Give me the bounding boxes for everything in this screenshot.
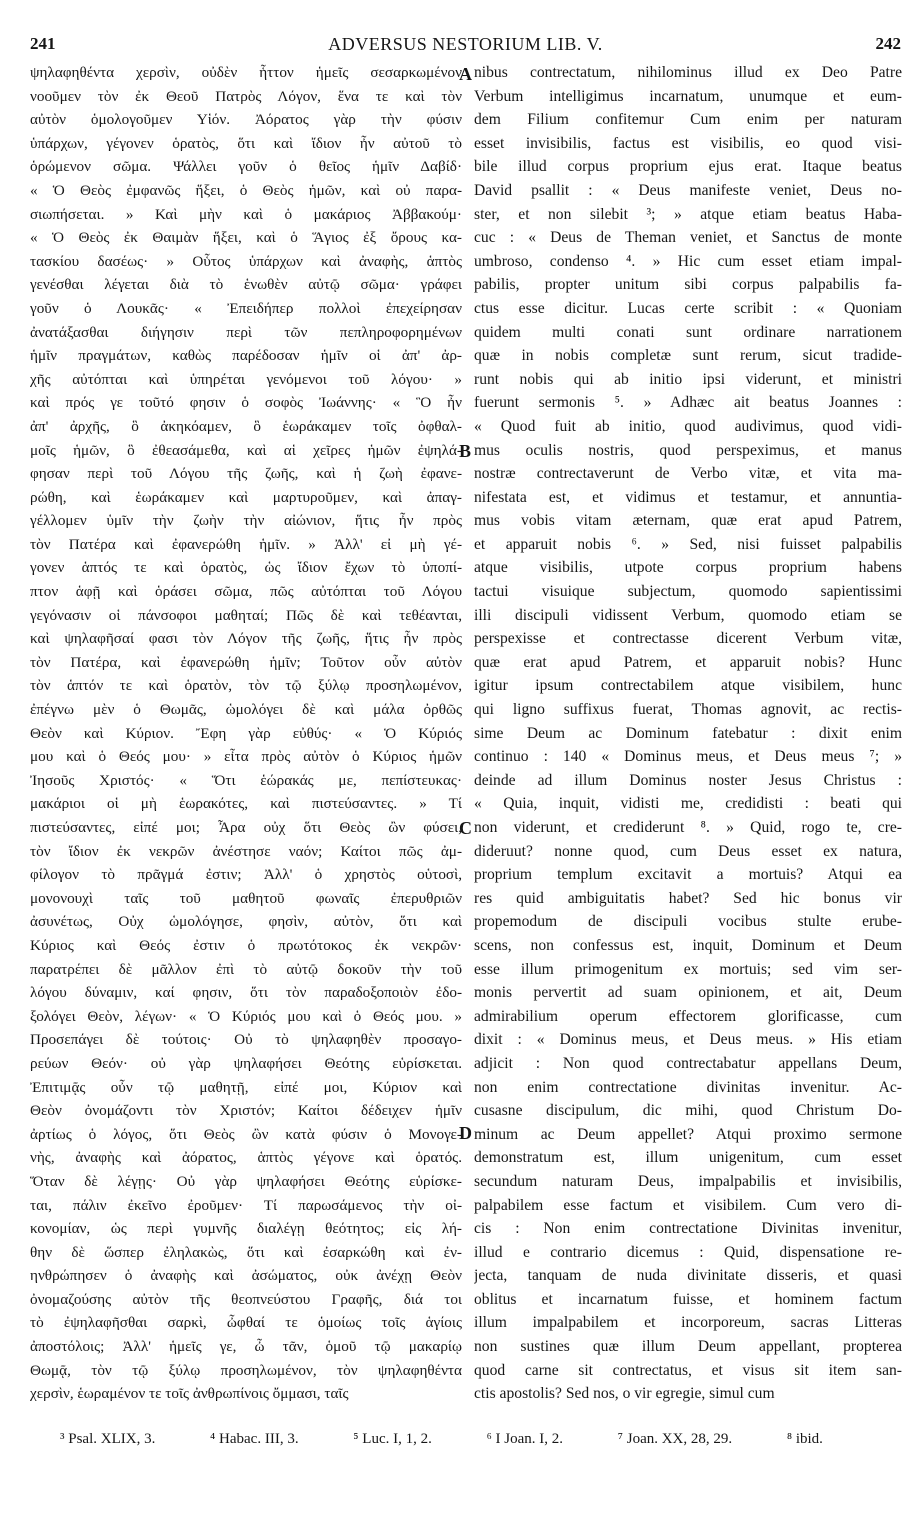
text-line: γοῦν ὁ Λουκᾶς· « Ἐπειδήπερ πολλοὶ ἐπεχείρησαν <box>30 299 462 317</box>
text-line: esset invisibilis, factus est visibilis, eo quod visi- <box>474 134 902 152</box>
text-line: non viderunt, et crediderunt ⁸. » Quid, rogo te, cre- <box>474 819 902 836</box>
text-line: τὸ ἐψηλαφῆσθαι σαρκὶ, ὦφθαί τε ὁμοίως τοῖς ἁγίοις <box>30 1314 462 1332</box>
footnote: ⁷ Joan. XX, 28, 29. <box>617 1431 733 1447</box>
text-line: τὸν ἴδιον ἐκ νεκρῶν ἀνέστησε ναόν; Καίτοι πῶς ἀμ- <box>30 842 462 860</box>
footnotes <box>60 1431 823 1448</box>
text-line: jecta, tanquam de nuda divinitate disseris, et quasi <box>474 1267 902 1285</box>
text-line: πιστεύσαντες, εἰπέ μοι; Ἆρα οὐχ ὅτι Θεὸς ὢν φύσει, <box>30 819 462 836</box>
page-number-left: 241 <box>30 34 56 53</box>
text-line: demonstratum est, illum unigenitum, cum esset <box>474 1149 902 1167</box>
text-line: nibus contrectatum, nihilominus illud ex Deo Patre <box>474 64 902 81</box>
text-line: κονομίαν, ὡς περὶ γυμνῆς διαλέγῃ θεότητος; εἰς λή- <box>30 1220 462 1238</box>
text-line: ἐπέγνω μὲν ὁ Θωμᾶς, ὡμολόγει δὲ καὶ μάλα ὀρθῶς <box>30 701 462 719</box>
text-line: cis : Non enim contrectatione Divinitas invenitur, <box>474 1220 902 1238</box>
text-line: γέλλομεν ὑμῖν τὴν ζωὴν τὴν αἰώνιον, ἥτις ἦν πρὸς <box>30 512 462 530</box>
text-line: ctis apostolis? Sed nos, o vir egregie, simul cum <box>474 1385 775 1403</box>
text-line: tactui visuique subjectum, quomodo sapientissimi <box>474 583 902 601</box>
text-line: quæ in nobis completæ sunt rerum, sicut tradide- <box>474 347 902 365</box>
text-line: qui ligno suffixus fuerat, Thomas agnovit, ac rectis- <box>474 701 902 719</box>
latin-text-column <box>474 61 902 1416</box>
footnote: ⁶ I Joan. I, 2. <box>486 1431 564 1447</box>
text-line: τὸν Πατέρα, καὶ ἐφανερώθη ἡμῖν; Τοῦτον οὖν αὐτὸν <box>30 653 462 671</box>
text-line: φησαν περὶ τοῦ Λόγου τῆς ζωῆς, καὶ ἡ ζωὴ ἐφανε- <box>30 465 462 483</box>
text-line: fuerunt sermonis ⁵. » Adhæc ait beatus Joannes : <box>474 394 902 412</box>
text-line: umbroso, condenso ⁴. » Hic cum esset etiam impal- <box>474 252 902 270</box>
text-line: ται, πάλιν ἐκεῖνο ἐροῦμεν· Τί παρωσάμενος τὴν οἰ- <box>30 1196 462 1214</box>
page-header <box>30 34 901 60</box>
text-line: λόγου δύναμιν, καί φησιν, ὅτι τὸν παραδοξοποιὸν ἐδο- <box>30 984 462 1002</box>
text-line: pabilis, propter unitum sibi corpus palpabilis fa- <box>474 276 902 294</box>
text-line: ὑπάρχων, γέγονεν ὁρατὸς, ὅτι καὶ ἴδιον ἦν αὐτοῦ τὸ <box>30 134 462 152</box>
text-line: adjicit : Non quod contrectabatur appellans Deum, <box>474 1054 902 1072</box>
text-line: David psallit : « Deus manifeste veniet, Deus no- <box>474 181 902 199</box>
text-line: τὸν ἁπτόν τε καὶ ὁρατὸν, τὸν τῷ ξύλῳ προσηλωμένον, <box>30 677 462 695</box>
text-line: palpabilem esse factum et visibilem. Cum vero di- <box>474 1196 902 1214</box>
text-line: Θεὸν καὶ Κύριον. Ἔφη γὰρ εὐθύς· « Ὁ Κύριός <box>30 724 462 742</box>
text-line: proprium templum excitavit a mortuis? Atqui ea <box>474 866 902 884</box>
text-line: monis pervertit ad suam opinionem, et ait, Deum <box>474 984 902 1002</box>
text-line: ster, et non silebit ³; » atque etiam beatus Haba- <box>474 205 902 223</box>
text-line: ἀπ' ἀρχῆς, ὃ ἀκηκόαμεν, ὃ ἑωράκαμεν τοῖς ὀφθαλ- <box>30 417 462 435</box>
text-line: καὶ πρός γε τοῦτό φησιν ὁ σοφὸς Ἰωάννης· « Ὃ ἦν <box>30 394 462 412</box>
text-line: καὶ ψηλαφῆσαί φασι τὸν Λόγον τῆς ζωῆς, ἥτις ἦν πρὸς <box>30 630 462 648</box>
text-line: dideruut? nonne quod, cum Deus esset ex natura, <box>474 842 902 860</box>
section-marker-c: C <box>459 818 472 838</box>
text-line: « Ὁ Θεὸς ἐμφανῶς ἥξει, ὁ Θεὸς ἡμῶν, καὶ οὐ παρα- <box>30 181 462 199</box>
text-line: et apparuit nobis ⁶. » Sed, nisi fuisset palpabilis <box>474 535 902 553</box>
text-line: quidem multi conati sunt ordinare narrationem <box>474 323 902 341</box>
text-line: atque visibilis, utpote corpus proprium habens <box>474 559 902 577</box>
section-marker-d: D <box>459 1123 472 1143</box>
text-line: sime Deum ac Dominum fatebatur : dixit enim <box>474 724 902 742</box>
text-line: igitur ipsum contrectabilem atque visibilem, hunc <box>474 677 902 695</box>
text-line: Verbum intelligimus incarnatum, unumque et eum- <box>474 87 902 105</box>
greek-text-column <box>30 61 462 1416</box>
text-line: μου καὶ ὁ Θεός μου· » εἶτα πρὸς αὐτὸν ὁ Κύριος ἡμῶν <box>30 748 462 766</box>
text-line: nostræ contrectaverunt de Verbo vitæ, et vita ma- <box>474 465 902 483</box>
text-line: non sustines quæ illum Deum appellant, propterea <box>474 1338 902 1356</box>
section-marker-b: B <box>459 441 472 461</box>
running-title: ADVERSUS NESTORIUM LIB. V. <box>328 34 603 54</box>
text-line: ἀποστόλοις; Ἀλλ' ἡμεῖς γε, ὦ τᾶν, ὁμοῦ τῷ μακαρίῳ <box>30 1338 462 1356</box>
text-line: illi discipuli vidissent Verbum, quomodo etiam se <box>474 606 902 624</box>
text-line: Ἐπιτιμᾷς οὖν τῷ μαθητῇ, εἰπέ μοι, Κύριον καὶ <box>30 1078 462 1096</box>
text-line: παρατρέπει δὲ μᾶλλον ἐπὶ τὸ αὐτῷ δοκοῦν τὴν τοῦ <box>30 960 462 978</box>
text-line: χῆς αὐτόπται καὶ ὑπηρέται γενόμενοι τοῦ λόγου· » <box>30 370 462 388</box>
text-line: scens, non confessus est, inquit, Dominum et Deum <box>474 936 902 954</box>
footnote: ⁴ Habac. III, 3. <box>210 1431 299 1447</box>
text-line: σιωπήσεται. » Καὶ μὴν καὶ ὁ μακάριος Ἀββακούμ· <box>30 205 462 223</box>
text-line: minum ac Deum appellet? Atqui proximo sermone <box>474 1125 902 1143</box>
text-line: propemodum de discipuli vocibus stulte erube- <box>474 913 902 931</box>
text-line: Ἰησοῦς Χριστός· « Ὅτι ἑώρακάς με, πεπίστευκας· <box>30 771 462 789</box>
footnote: ⁸ ibid. <box>786 1431 823 1447</box>
text-line: dixit : « Dominus meus, et Deus meus. » His etiam <box>474 1031 902 1049</box>
text-line: quod carne sit contrectatus, et visus sit item san- <box>474 1361 902 1379</box>
text-line: πτον ἁφῇ καὶ ὁράσει σῶμα, πῶς αὐτόπται τοῦ Λόγου <box>30 583 462 601</box>
text-line: bile illud corpus proprium ejus erat. Itaque beatus <box>474 158 902 176</box>
text-line: ἀρτίως ὁ λόγος, ὅτι Θεὸς ὢν κατὰ φύσιν ὁ Μονογε- <box>30 1125 462 1143</box>
text-line: ctus esse dicitur. Lucas certe scribit : « Quoniam <box>474 299 902 317</box>
text-line: νὴς, ἀναφὴς καὶ ἀόρατος, ἁπτὸς γέγονε καὶ ὁρατός. <box>30 1149 462 1167</box>
text-line: Κύριος καὶ Θεός ἐστιν ὁ πρωτότοκος ἐκ νεκρῶν· <box>30 936 462 954</box>
text-line: μονονουχὶ ταῖς τοῦ μαθητοῦ φωναῖς ἐπερυθριῶν <box>30 889 462 907</box>
text-line: ξολόγει Θεὸν, λέγων· « Ὁ Κύριός μου καὶ ὁ Θεός μου. » <box>30 1007 462 1025</box>
text-line: Θεὸν ὀνομάζοντι τὸν Χριστόν; Καίτοι δέδειχεν ἡμῖν <box>30 1102 462 1120</box>
text-line: γενέσθαι λέγεται διὰ τὸ ἑνωθὲν αὐτῷ σῶμα· γράφει <box>30 276 462 294</box>
text-line: cusasne discipulum, dic mihi, quod Christum Do- <box>474 1102 902 1120</box>
text-line: χερσὶν, ἑωραμένον τε τοῖς ἀνθρωπίνοις ὄμμασι, ταῖς <box>30 1385 349 1403</box>
text-line: « Quod fuit ab initio, quod audivimus, quod vidi- <box>474 417 902 435</box>
text-line: esse illum primogenitum ex mortuis; sed vim ser- <box>474 960 902 978</box>
text-line: μοῖς ἡμῶν, ὃ ἐθεασάμεθα, καὶ αἱ χεῖρες ἡμῶν ἐψηλά- <box>30 441 462 459</box>
text-line: « Ὁ Θεὸς ἐκ Θαιμὰν ἥξει, καὶ ὁ Ἅγιος ἐξ ὄρους κα- <box>30 229 462 247</box>
text-line: ρεύων Θεόν· οὐ γὰρ ψηλαφήσει Θεότης εὑρίσκεται. <box>30 1054 462 1072</box>
text-line: Ὅταν δὲ λέγῃς· Οὐ γὰρ ψηλαφήσει Θεότης εὑρίσκε- <box>30 1172 462 1190</box>
text-line: illud e contrario dicemus : Quid, dispensatione re- <box>474 1243 902 1261</box>
text-line: ηνθρώπησεν ὁ ἀναφὴς καὶ ἀσώματος, οὐκ ἀνέχῃ Θεὸν <box>30 1267 462 1285</box>
text-line: ἀσυνέτως, Οὐχ ὡμολόγησε, φησὶν, αὐτὸν, ὅτι καὶ <box>30 913 462 931</box>
text-line: mus oculis nostris, quod perspeximus, et manus <box>474 441 902 459</box>
text-line: νοοῦμεν τὸν ἐκ Θεοῦ Πατρὸς Λόγον, ἕνα τε καὶ τὸν <box>30 87 462 105</box>
text-line: cuc : « Deus de Theman veniet, et Sanctus de monte <box>474 229 902 247</box>
text-line: αὐτὸν ὁμολογοῦμεν Υἱόν. Ἀόρατος γὰρ τὴν φύσιν <box>30 111 462 129</box>
text-line: deinde ad illum Dominus noster Jesus Christus : <box>474 771 902 789</box>
text-line: continuo : 140 « Dominus meus, et Deus meus ⁷; » <box>474 748 902 766</box>
text-line: Προσεπάγει δὲ τούτοις· Οὐ τὸ ψηλαφηθὲν προσαγο- <box>30 1031 462 1049</box>
text-line: quæ erat apud Patrem, et apparuit nobis? Hunc <box>474 653 902 671</box>
text-line: dem Filium confitemur Cum enim per naturam <box>474 111 902 129</box>
text-line: illum impalpabilem et incorporeum, sacras Litteras <box>474 1314 902 1332</box>
text-line: nifestata est, et vidimus et testamur, et annuntia- <box>474 488 902 506</box>
text-line: θην δὲ ὥσπερ ἐληλακὼς, ὅτι καὶ ἐσαρκώθη καὶ ἐν- <box>30 1243 462 1261</box>
text-line: non enim contrectatione divinitas invenitur. Ac- <box>474 1078 902 1096</box>
page-number-right: 242 <box>875 34 901 53</box>
text-line: φίλογον τὸ πρᾶγμά ἐστιν; Ἀλλ' ὁ χρηστὸς οὑτοσὶ, <box>30 866 462 884</box>
text-line: ψηλαφηθέντα χερσὶν, οὐδὲν ἧττον ἡμεῖς σεσαρκωμένον <box>30 64 462 81</box>
text-line: τὸν Πατέρα καὶ ἐφανερώθη ἡμῖν. » Ἀλλ' εἰ μὴ γέ- <box>30 535 462 553</box>
text-line: res quid ambiguitatis habet? Sed hic bonus vir <box>474 889 902 907</box>
footnote: ⁵ Luc. I, 1, 2. <box>353 1431 432 1447</box>
text-line: admirabilium operum effectorem glorificasse, cum <box>474 1007 902 1025</box>
footnote: ³ Psal. XLIX, 3. <box>60 1431 156 1447</box>
text-line: ἀνατάξασθαι διήγησιν περὶ τῶν πεπληροφορημένων <box>30 323 462 341</box>
text-line: Θωμᾷ, τὸν τῷ ξύλῳ προσηλωμένον, τὸν ψηλαφηθέντα <box>30 1361 462 1379</box>
text-line: « Quia, inquit, vidisti me, credidisti : beati qui <box>474 795 902 813</box>
text-line: γονεν ἁπτός τε καὶ ὁρατὸς, ὡς ἴδιον ἔχων τὸ ὑποπί- <box>30 559 462 577</box>
text-line: ρώθη, καὶ ἑωράκαμεν καὶ μαρτυροῦμεν, καὶ ἀπαγ- <box>30 488 462 506</box>
text-line: perspexisse et contrectasse dicerent Verbum vitæ, <box>474 630 902 648</box>
text-line: mus vobis vitam æternam, quæ erat apud Patrem, <box>474 512 902 530</box>
text-line: oblitus et incarnatum fuisse, et hominem factum <box>474 1290 902 1308</box>
text-line: ἡμῖν πραγμάτων, καθὼς παρέδοσαν ἡμῖν οἱ ἀπ' ἀρ- <box>30 347 462 365</box>
section-marker-a: A <box>459 64 472 84</box>
text-line: ὁρώμενον σῶμα. Ψάλλει γοῦν ὁ θεῖος ἡμῖν Δαβίδ· <box>30 158 462 176</box>
text-line: γεγόνασιν οἱ πάνσοφοι μαθηταί; Πῶς δὲ καὶ τεθέανται, <box>30 606 462 624</box>
text-line: secundum naturam Deus, impalpabilis et invisibilis, <box>474 1172 902 1190</box>
text-line: τασκίου δασέως· » Οὗτος ὑπάρχων καὶ ἀναφὴς, ἁπτὸς <box>30 252 462 270</box>
text-line: runt nobis qui ab initio ipsi viderunt, et ministri <box>474 370 902 388</box>
text-line: ὀνομαζούσης αὐτὸν τῆς θεοπνεύστου Γραφῆς, διά τοι <box>30 1290 462 1308</box>
text-line: μακάριοι οἱ μὴ ἑωρακότες, καὶ πιστεύσαντες. » Τί <box>30 795 462 813</box>
